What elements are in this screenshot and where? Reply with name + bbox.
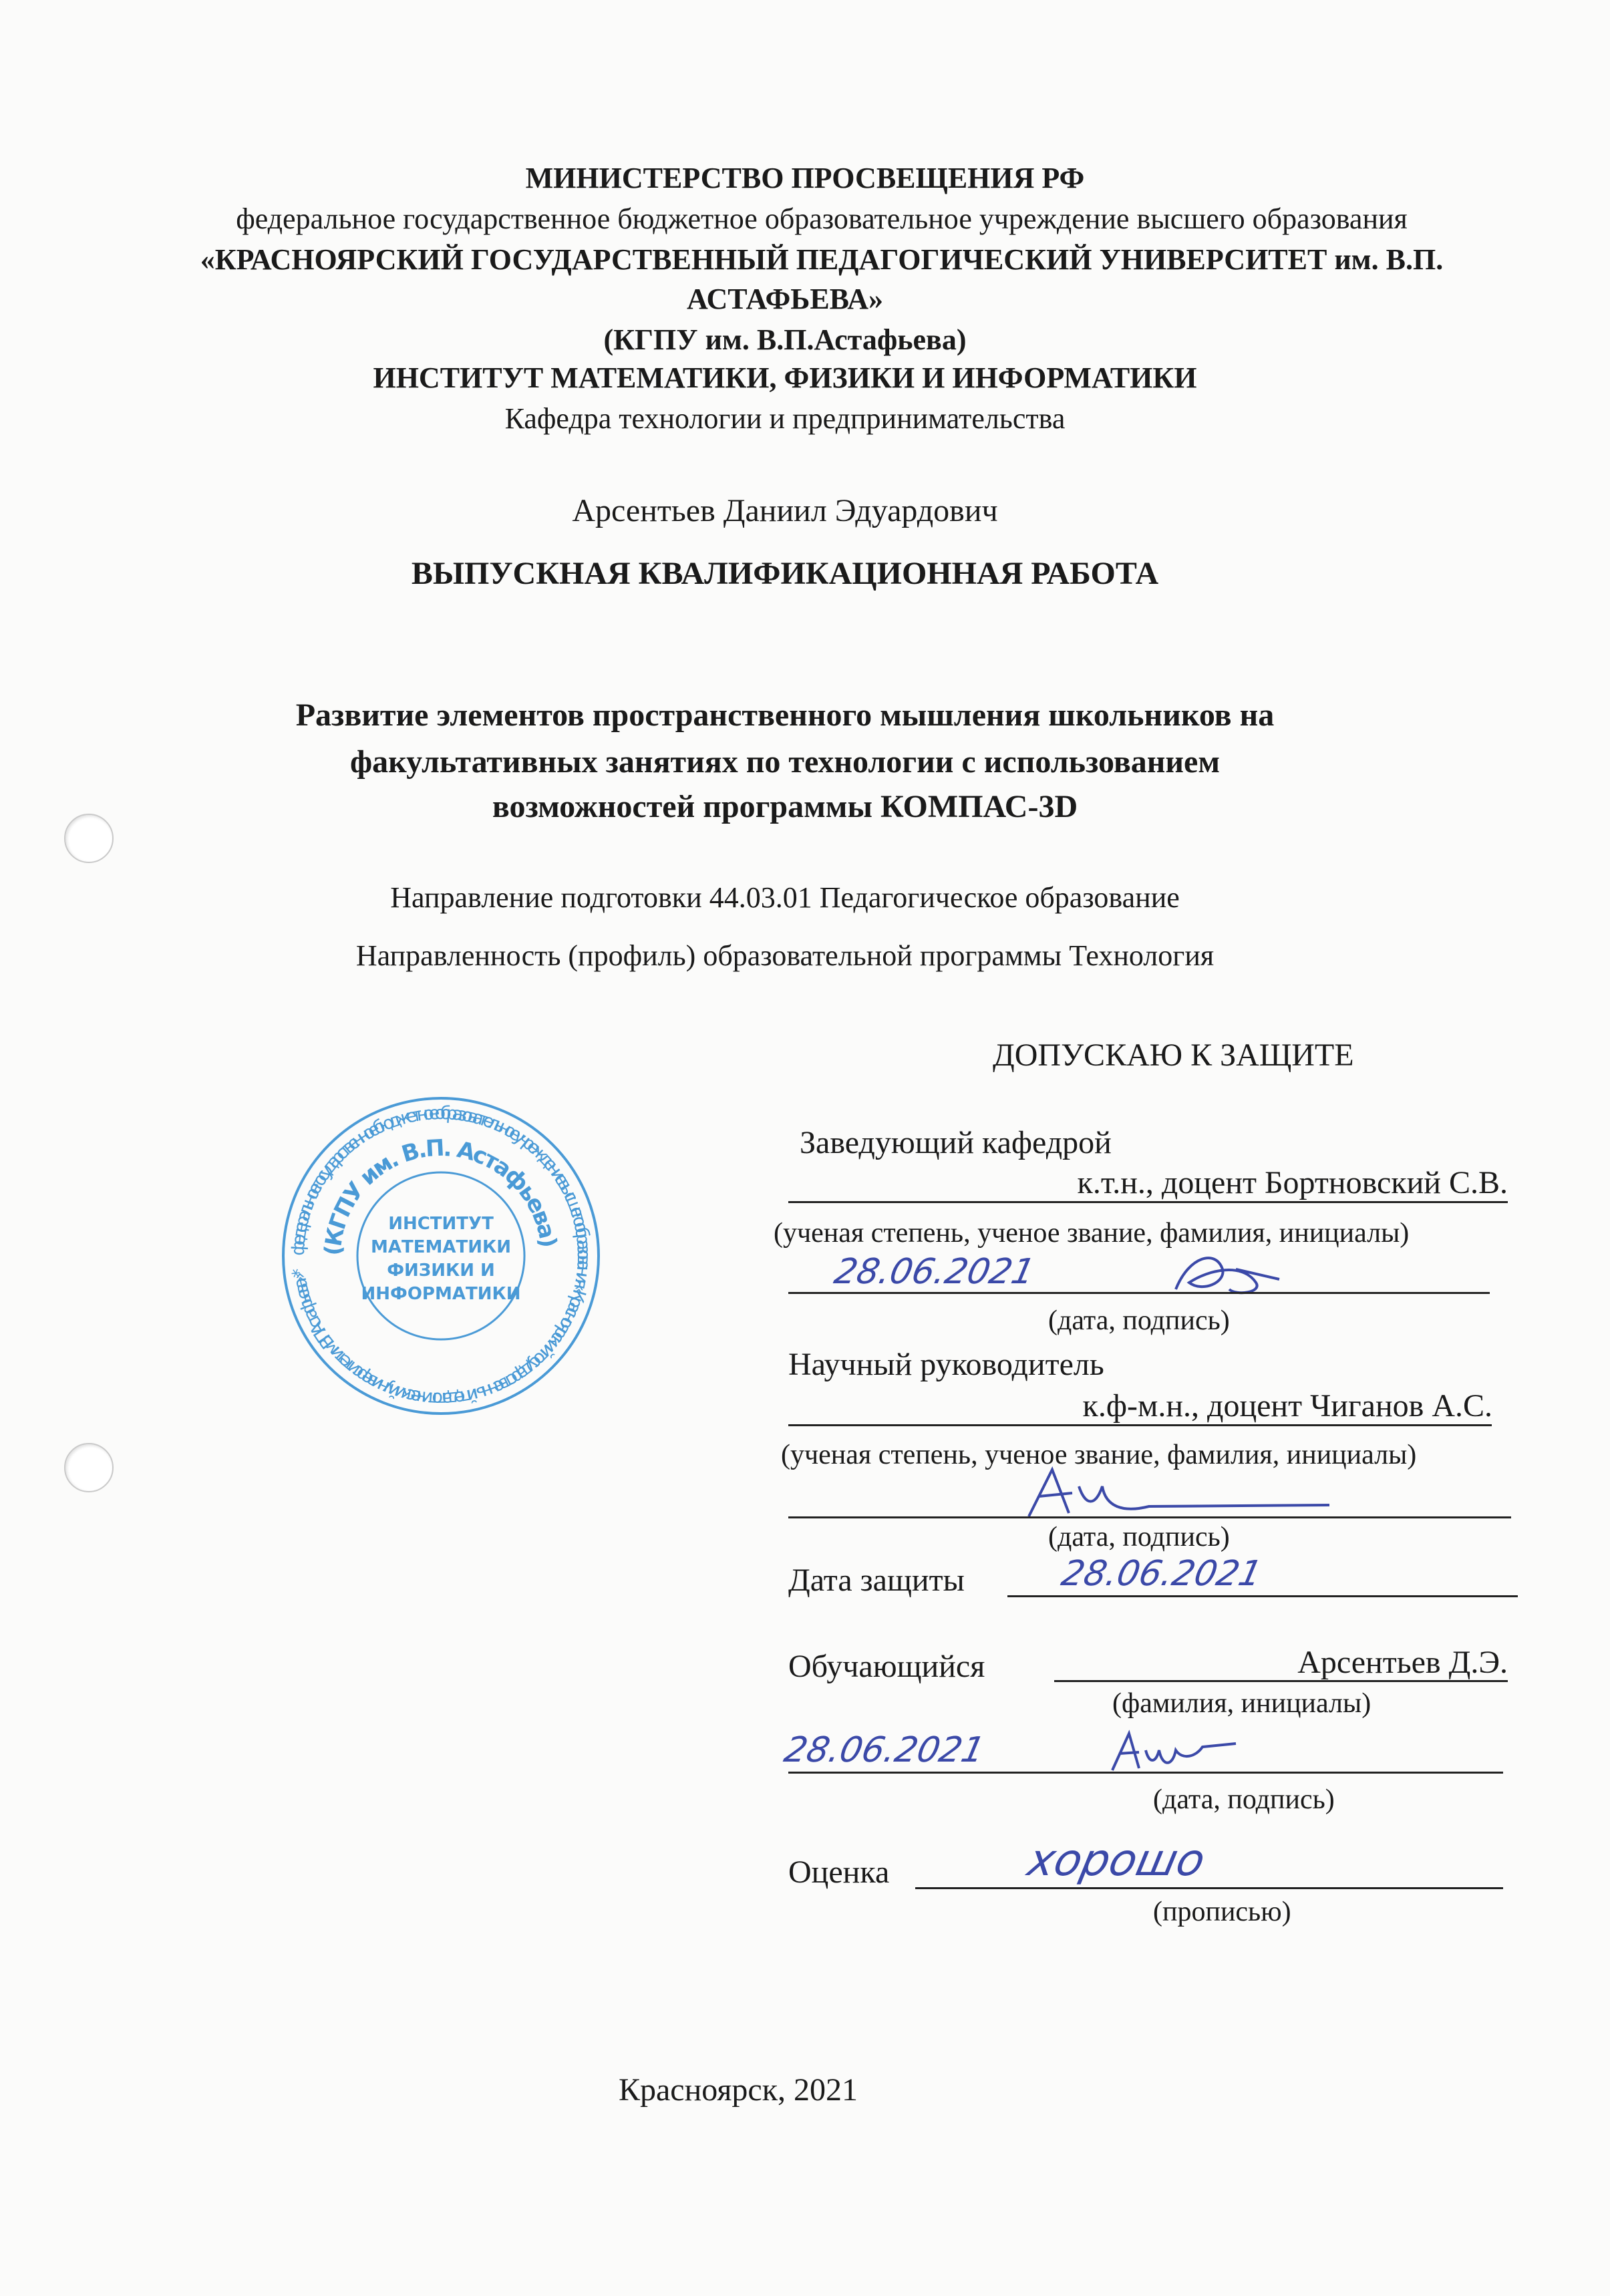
student-sign-line [788,1772,1503,1774]
student-date-handwritten: 28.06.2021 [780,1730,989,1770]
stamp-center-line: МАТЕМАТИКИ [371,1237,511,1257]
defense-date-line [1007,1595,1518,1597]
stamp-ring-text: (КГПУ им. В.П. Астафьева) [319,1134,562,1257]
supervisor-caption: (ученая степень, ученое звание, фамилия, инициалы) [781,1440,1417,1470]
stamp-center-line: ФИЗИКИ И [387,1261,495,1281]
supervisor-sign-caption: (дата, подпись) [1048,1522,1230,1552]
city-year: Красноярск, 2021 [618,2072,858,2108]
grade-caption: (прописью) [1153,1897,1291,1927]
grade-label: Оценка [788,1854,890,1890]
department: Кафедра технологии и предпринимательства [504,402,1066,435]
student-name-line [1054,1680,1508,1682]
head-name: к.т.н., доцент Бортновский С.В. [1077,1165,1508,1200]
punch-hole [64,1443,114,1492]
institute-stamp [281,1096,601,1416]
institution-type: федеральное государственное бюджетное образовательное учреждение высшего образования [236,202,1408,235]
supervisor-name: к.ф-м.н., доцент Чиганов А.С. [1082,1388,1492,1424]
student-label: Обучающийся [788,1649,985,1684]
head-caption: (ученая степень, ученое звание, фамилия, инициалы) [774,1218,1410,1249]
thesis-title-line: возможностей программы КОМПАС-3D [492,789,1078,824]
university-name-cont: АСТАФЬЕВА» [686,283,884,315]
thesis-title-line: факультативных занятиях по технологии с использованием [349,744,1221,780]
stamp-center-line: ИНФОРМАТИКИ [361,1284,521,1304]
direction: Направление подготовки 44.03.01 Педагогическое образование [390,881,1180,914]
university-short: (КГПУ им. В.П.Астафьева) [603,323,967,356]
grade-line [915,1887,1503,1889]
author-name: Арсентьев Даниил Эдуардович [572,493,998,528]
work-type: ВЫПУСКНАЯ КВАЛИФИКАЦИОННАЯ РАБОТА [411,556,1159,591]
head-name-line [788,1201,1508,1203]
institute: ИНСТИТУТ МАТЕМАТИКИ, ФИЗИКИ И ИНФОРМАТИКИ [373,361,1197,394]
head-date-handwritten: 28.06.2021 [830,1252,1039,1292]
defense-date-handwritten: 28.06.2021 [1058,1554,1266,1594]
student-sign-caption: (дата, подпись) [1153,1784,1335,1815]
stamp-center-line: ИНСТИТУТ [388,1214,494,1234]
profile: Направленность (профиль) образовательной программы Технология [355,939,1215,972]
head-sign-line [788,1292,1490,1294]
approval-heading: ДОПУСКАЮ К ЗАЩИТЕ [993,1037,1354,1073]
thesis-title-line: Развитие элементов пространственного мышления школьников на [295,697,1275,733]
student-caption: (фамилия, инициалы) [1112,1688,1372,1719]
stamp-outer-text: федеральное государственное бюджетное образовательное учреждение высшего образования «Красноярский государственный педагогический университет им. В.П. Астафьева» * [287,1102,595,1410]
ministry: МИНИСТЕРСТВО ПРОСВЕЩЕНИЯ РФ [525,162,1085,194]
grade-handwritten: хорошо [1023,1834,1210,1886]
head-sign-caption: (дата, подпись) [1048,1305,1230,1336]
supervisor-sign-line [788,1516,1511,1518]
defense-label: Дата защиты [788,1563,965,1598]
head-label: Заведующий кафедрой [800,1125,1112,1160]
supervisor-label: Научный руководитель [788,1347,1104,1382]
supervisor-name-line [788,1424,1492,1426]
university-name: «КРАСНОЯРСКИЙ ГОСУДАРСТВЕННЫЙ ПЕДАГОГИЧЕСКИЙ УНИВЕРСИТЕТ им. В.П. [200,243,1444,276]
student-name: Арсентьев Д.Э. [1297,1645,1508,1680]
